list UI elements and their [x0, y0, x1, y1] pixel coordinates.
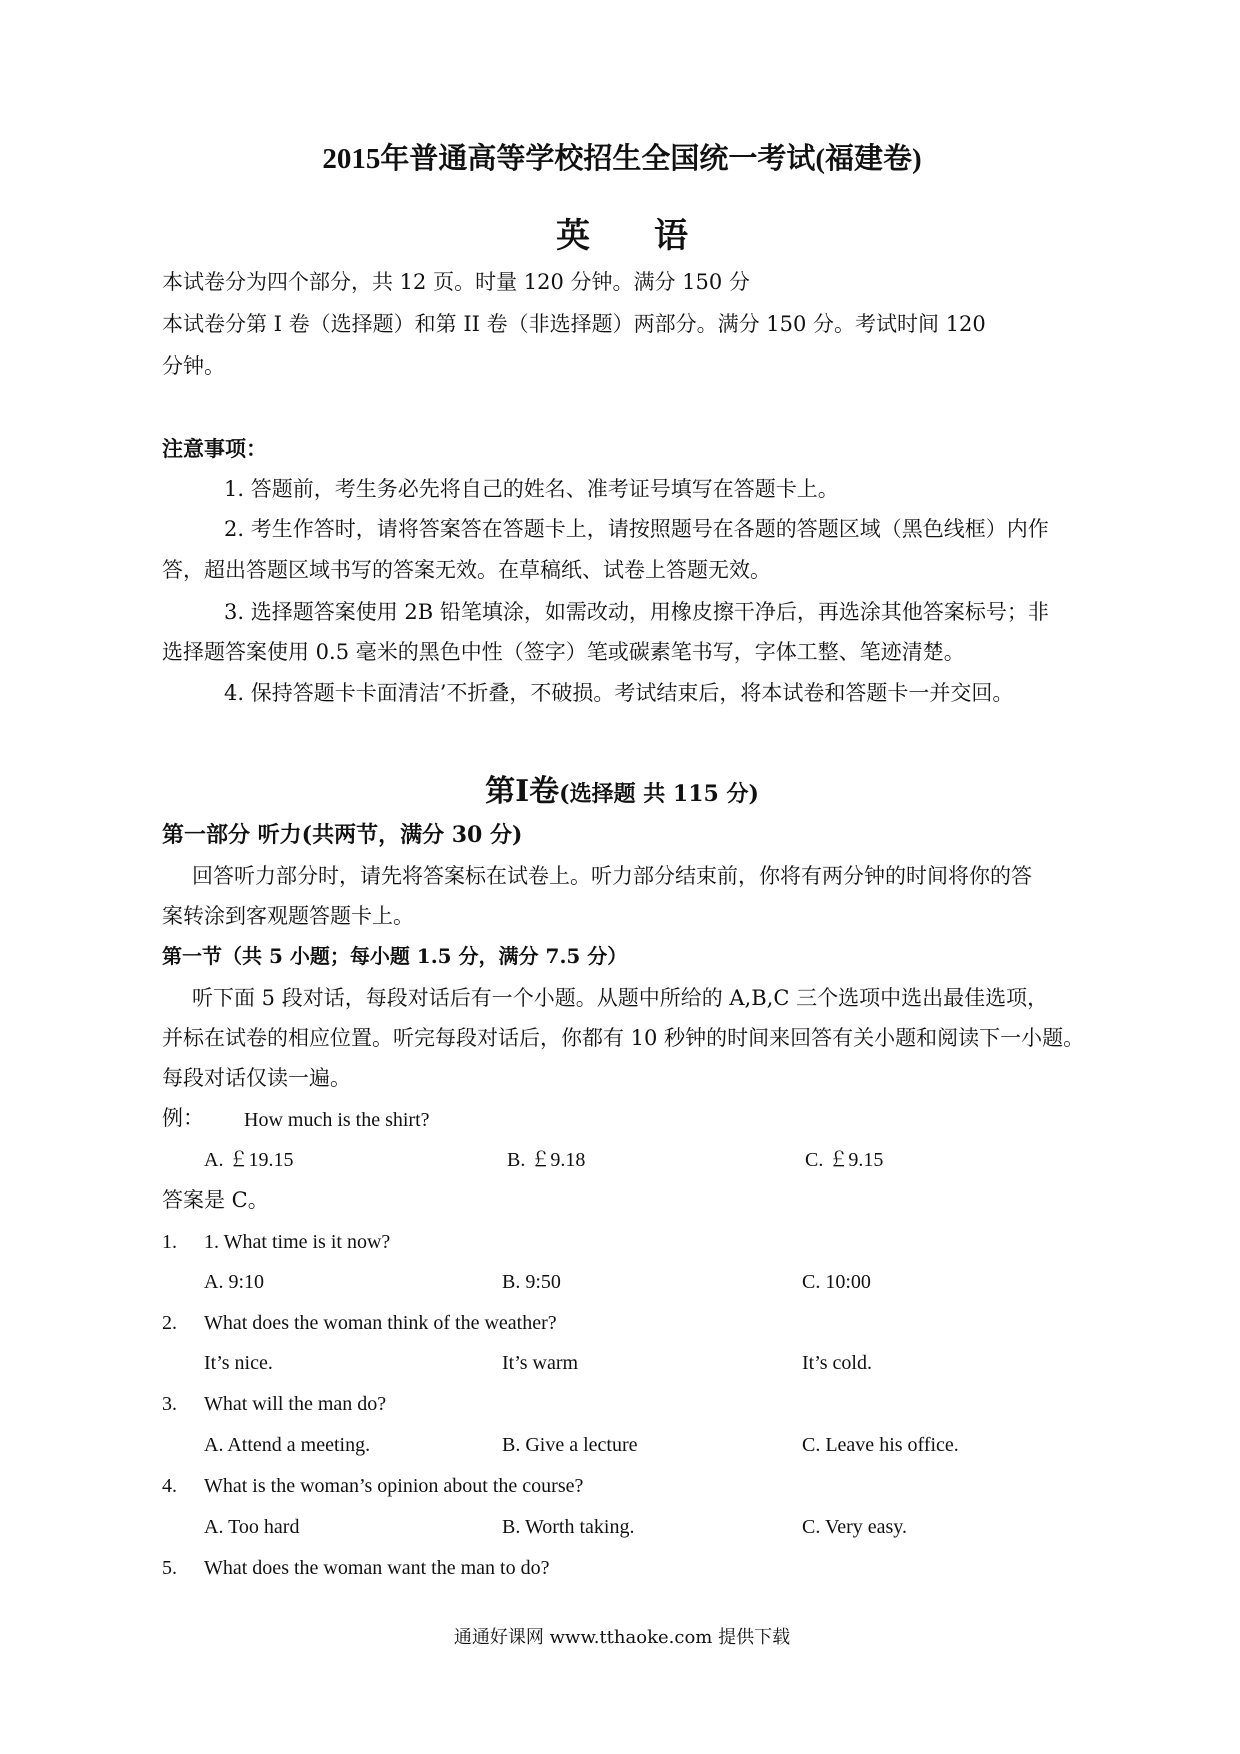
- subject-char-2: 语: [654, 216, 688, 256]
- page-footer: 通通好课网 www.tthaoke.com 提供下载: [453, 1627, 791, 1648]
- part1-para-1-line-2: 案转涂到客观题答题卡上。: [162, 904, 414, 928]
- question-option-a: A. 9:10: [204, 1271, 264, 1293]
- question-option-a: It’s nice.: [204, 1352, 273, 1374]
- note-3-line-1: 3. 选择题答案使用 2B 铅笔填涂，如需改动，用橡皮擦干净后，再选涂其他答案标号；非: [224, 600, 1049, 624]
- exam-page: [162, 0, 1085, 1754]
- note-2-line-1: 2. 考生作答时，请将答案答在答题卡上，请按照题号在各题的答题区域（黑色线框）内作: [224, 517, 1049, 541]
- example-option-b: B. ￡9.18: [507, 1149, 586, 1171]
- question-number: 3.: [162, 1393, 177, 1415]
- question-number: 2.: [162, 1312, 177, 1334]
- question-option-c: It’s cold.: [802, 1352, 872, 1374]
- volume-heading: [162, 766, 1082, 810]
- question-text: What is the woman’s opinion about the course?: [204, 1475, 584, 1497]
- note-3-line-2: 选择题答案使用 0.5 毫米的黑色中性（签字）笔或碳素笔书写，字体工整、笔迹清楚。: [162, 640, 965, 664]
- part1-para-2-line-1: 听下面 5 段对话，每段对话后有一个小题。从题中所给的 A,B,C 三个选项中选出最佳选项，: [192, 986, 1049, 1010]
- example-option-a: A. ￡19.15: [204, 1149, 294, 1171]
- section1-heading: 第一节（共 5 小题；每小题 1.5 分，满分 7.5 分）: [162, 944, 628, 968]
- question-option-a: A. Attend a meeting.: [204, 1434, 371, 1456]
- question-number: 1.: [162, 1231, 177, 1253]
- question-text: 1. What time is it now?: [204, 1231, 391, 1253]
- part1-para-2-line-2: 并标在试卷的相应位置。听完每段对话后，你都有 10 秒钟的时间来回答有关小题和阅读下一小题。: [162, 1026, 1085, 1050]
- question-option-c: C. Very easy.: [802, 1516, 907, 1538]
- question-option-a: A. Too hard: [204, 1516, 300, 1538]
- note-4: 4. 保持答题卡卡面清洁’不折叠，不破损。考试结束后，将本试卷和答题卡一并交回。: [224, 681, 1014, 705]
- volume-subtitle: (选择题 共 115 分): [559, 781, 759, 807]
- question-text: What does the woman think of the weather?: [204, 1312, 557, 1334]
- question-number: 5.: [162, 1557, 177, 1579]
- volume-title: 第I卷: [485, 774, 560, 809]
- question-option-c: C. 10:00: [802, 1271, 871, 1293]
- example-option-c: C. ￡9.15: [805, 1149, 884, 1171]
- subject-char-1: 英: [556, 216, 590, 256]
- part1-para-2-line-3: 每段对话仅读一遍。: [162, 1066, 351, 1090]
- subject-heading: [162, 208, 1082, 257]
- question-text: What will the man do?: [204, 1393, 387, 1415]
- question-text: What does the woman want the man to do?: [204, 1557, 550, 1579]
- example-answer: 答案是 C。: [162, 1188, 269, 1212]
- question-number: 4.: [162, 1475, 177, 1497]
- question-option-b: It’s warm: [502, 1352, 579, 1374]
- question-option-c: C. Leave his office.: [802, 1434, 959, 1456]
- example-label: 例：: [162, 1106, 204, 1130]
- intro-line-1: 本试卷分为四个部分，共 12 页。时量 120 分钟。满分 150 分: [162, 270, 750, 294]
- part1-heading: 第一部分 听力(共两节，满分 30 分): [162, 822, 523, 848]
- example-question: How much is the shirt?: [244, 1109, 430, 1131]
- part1-para-1-line-1: 回答听力部分时，请先将答案标在试卷上。听力部分结束前，你将有两分钟的时间将你的答: [192, 864, 1032, 888]
- intro-line-2: 本试卷分第 I 卷（选择题）和第 II 卷（非选择题）两部分。满分 150 分。考试时间 120: [162, 312, 986, 336]
- question-option-b: B. Worth taking.: [502, 1516, 635, 1538]
- question-option-b: B. Give a lecture: [502, 1434, 638, 1456]
- exam-title: 2015年普通高等学校招生全国统一考试(福建卷): [322, 143, 922, 175]
- intro-line-3: 分钟。: [162, 354, 225, 378]
- note-1: 1. 答题前，考生务必先将自己的姓名、准考证号填写在答题卡上。: [224, 477, 839, 501]
- question-option-b: B. 9:50: [502, 1271, 561, 1293]
- notes-heading: 注意事项：: [162, 436, 267, 461]
- note-2-line-2: 答，超出答题区域书写的答案无效。在草稿纸、试卷上答题无效。: [162, 558, 771, 582]
